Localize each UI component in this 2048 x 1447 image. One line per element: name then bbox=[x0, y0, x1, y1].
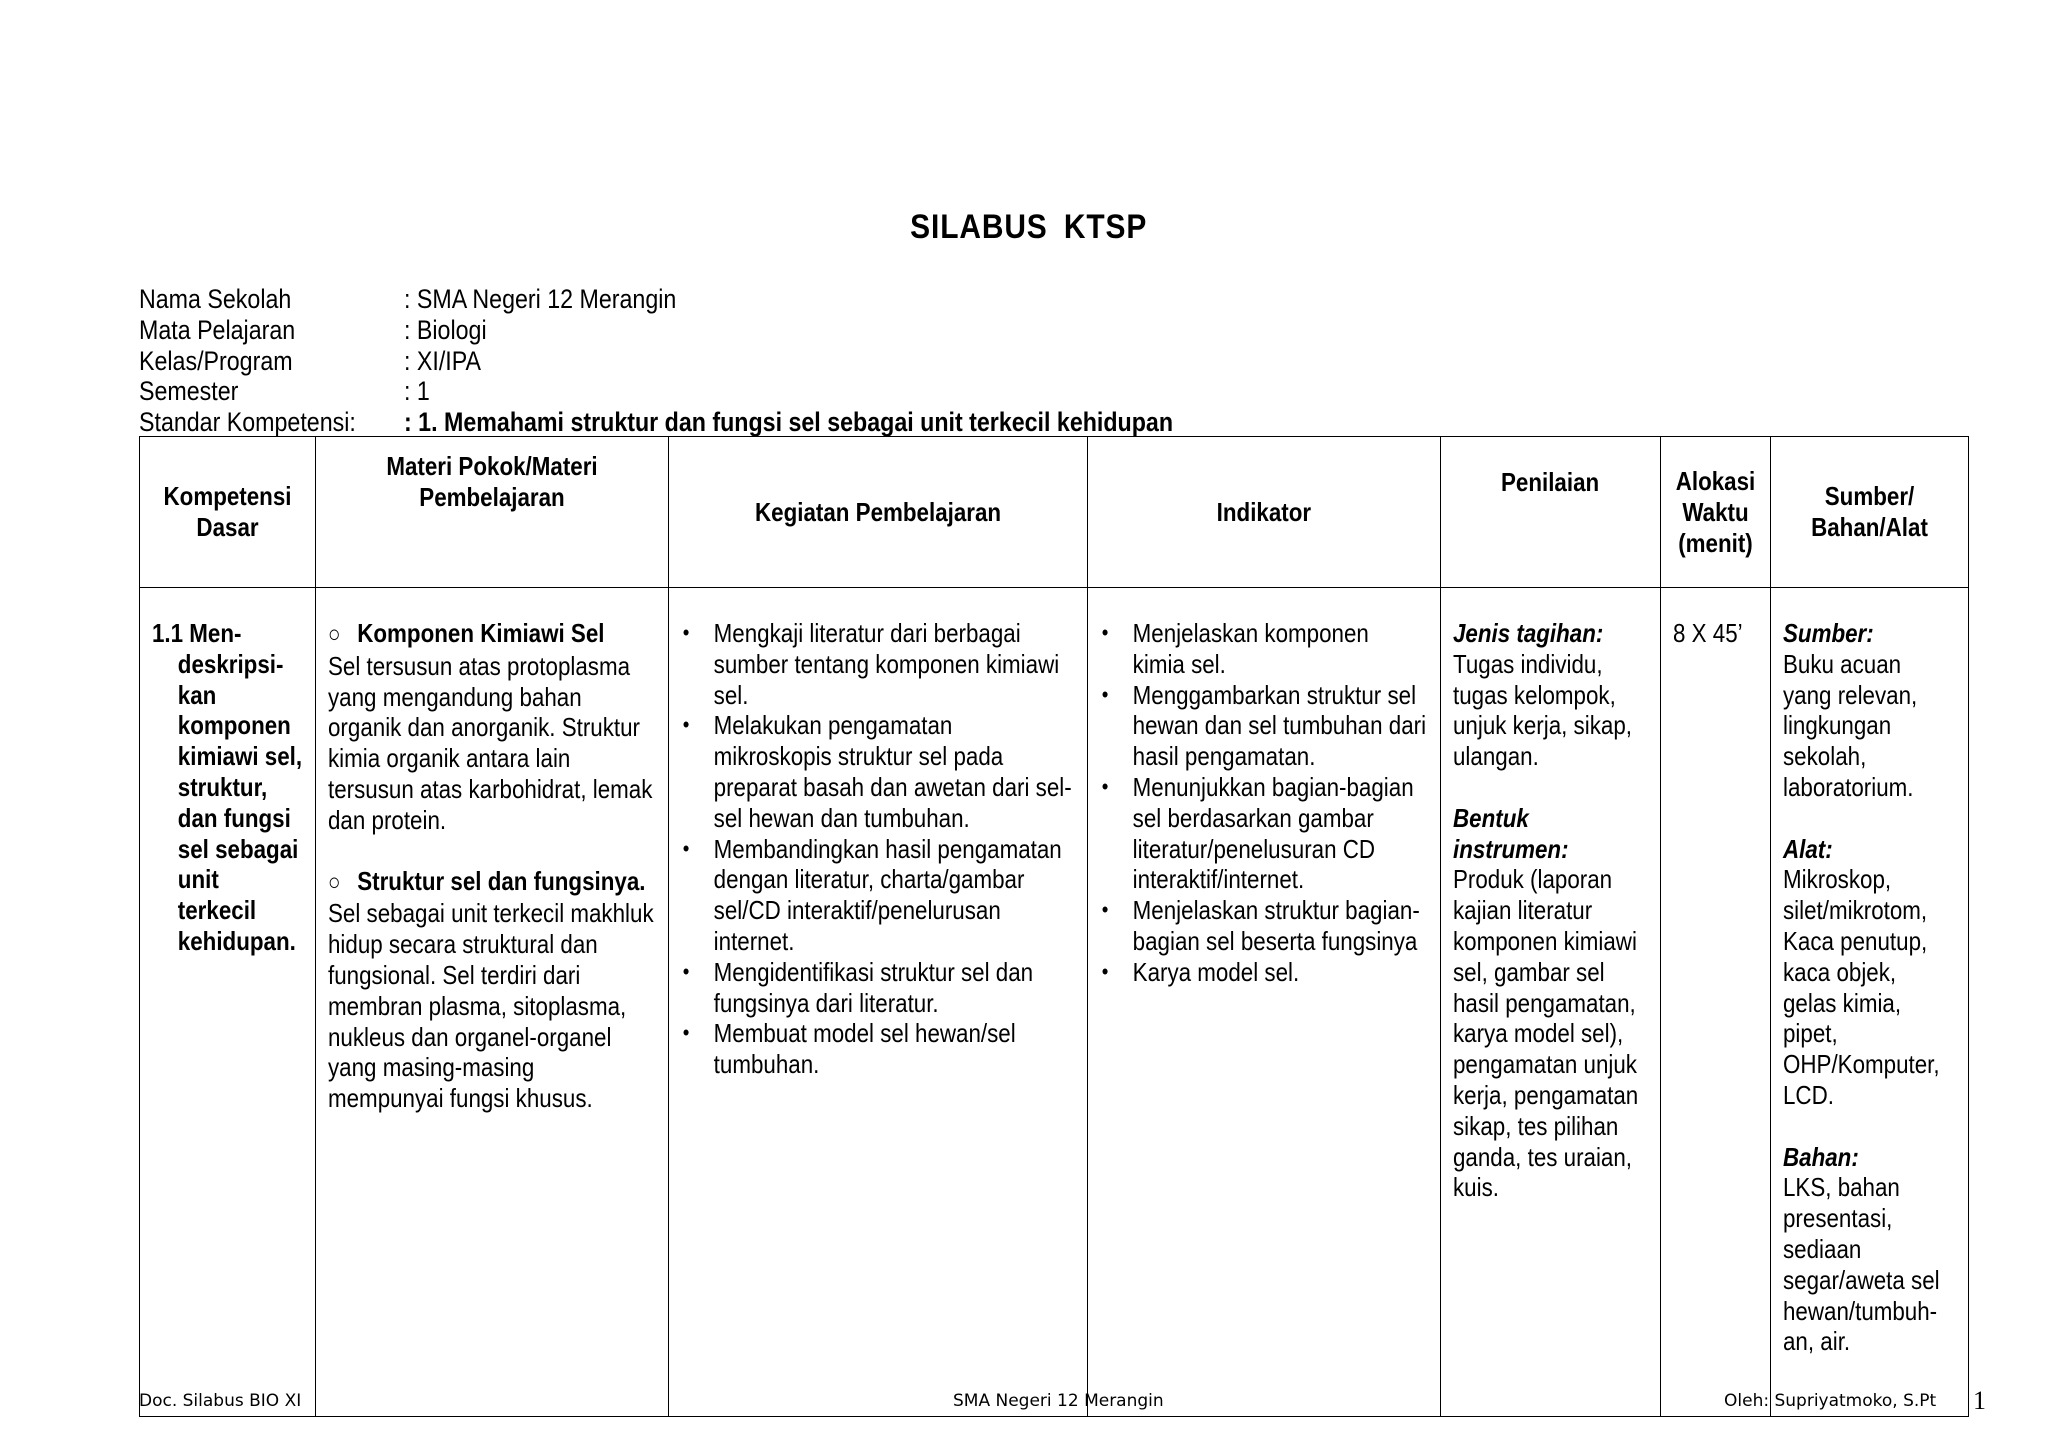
alokasi-value: 8 X 45’ bbox=[1673, 618, 1743, 648]
jenis-tagihan-label: Jenis tagihan: bbox=[1453, 618, 1604, 648]
bullet-icon: • bbox=[1101, 958, 1109, 984]
bullet-icon: • bbox=[682, 620, 690, 645]
document-title: SILABUS KTSP bbox=[910, 208, 1148, 246]
header-materi: Materi Pokok/Materi Pembelajaran bbox=[316, 437, 669, 588]
materi-topic-body: Sel tersusun atas protoplasma yang mengandung bahan organik dan anorganik. Struktur kimia organik antara lain tersusun atas karbohidrat, lemak dan protein. bbox=[328, 650, 653, 835]
list-item: • Karya model sel. bbox=[1101, 956, 1300, 987]
materi-topic-body: Sel sebagai unit terkecil makhluk hidup secara struktural dan fungsional. Sel terdiri dari membran plasma, sitoplasma, nukleus dan organel-organel yang masing-masing mempunyai fungsi khusus. bbox=[328, 898, 654, 1114]
kd-number: 1.1 Men- bbox=[152, 618, 242, 648]
cell-sumber bbox=[1771, 588, 1969, 1417]
page-number: 1 bbox=[1973, 1386, 1986, 1415]
footer-author: Oleh: Supriyatmoko, S.Pt bbox=[1724, 1391, 1937, 1411]
cell-alokasi bbox=[1661, 588, 1771, 1417]
cell-materi bbox=[316, 588, 669, 1417]
meta-label: Semester bbox=[139, 376, 239, 407]
alat-text: Mikroskop, silet/mikrotom, Kaca penutup, kaca objek, gelas kimia, pipet, OHP/Komputer, LCD. bbox=[1783, 864, 1940, 1110]
table-row bbox=[140, 588, 1969, 1417]
list-item: • Menjelaskan struktur bagian-bagian sel beserta fungsinya bbox=[1101, 895, 1420, 956]
meta-value: : Biologi bbox=[404, 314, 487, 345]
list-item: • Mengkaji literatur dari berbagai sumber tentang komponen kimiawi sel. bbox=[682, 618, 1060, 710]
bullet-icon: • bbox=[1101, 620, 1109, 645]
bentuk-instrumen-text: Produk (laporan kajian literatur komponen kimiawi sel, gambar sel hasil pengamatan, karya model sel), pengamatan unjuk kerja, pengamatan sikap, tes pilihan ganda, tes uraian, kuis. bbox=[1453, 864, 1639, 1203]
bullet-icon: • bbox=[682, 1020, 690, 1046]
header-sumber: Sumber/ Bahan/Alat bbox=[1771, 437, 1969, 588]
bullet-icon: • bbox=[1101, 681, 1109, 707]
footer-school: SMA Negeri 12 Merangin bbox=[953, 1391, 1164, 1411]
list-item: • Membuat model sel hewan/sel tumbuhan. bbox=[682, 1018, 1016, 1080]
circle-bullet-icon: ○ bbox=[328, 868, 341, 896]
kd-text: deskripsi- kan komponen kimiawi sel, struktur, dan fungsi sel sebagai unit terkecil kehidupan. bbox=[177, 648, 303, 956]
list-item: • Membandingkan hasil pengamatan dengan literatur, charta/gambar sel/CD interaktif/penelurusan internet. bbox=[682, 833, 1062, 956]
bullet-icon: • bbox=[1101, 773, 1109, 799]
header-kegiatan: Kegiatan Pembelajaran bbox=[669, 437, 1088, 588]
header-indikator: Indikator bbox=[1088, 437, 1441, 588]
list-item: • Melakukan pengamatan mikroskopis struktur sel pada preparat basah dan awetan dari sel-sel hewan dan tumbuhan. bbox=[682, 710, 1072, 833]
bahan-label: Bahan: bbox=[1783, 1141, 1859, 1172]
footer-doc-label: Doc. Silabus BIO XI bbox=[139, 1391, 302, 1411]
header-alokasi: Alokasi Waktu (menit) bbox=[1661, 437, 1771, 588]
meta-value: : 1. Memahami struktur dan fungsi sel sebagai unit terkecil kehidupan bbox=[404, 407, 1174, 438]
materi-topic-heading: ○ Struktur sel dan fungsinya. bbox=[328, 866, 655, 899]
jenis-tagihan-text: Tugas individu, tugas kelompok, unjuk kerja, sikap, ulangan. bbox=[1453, 648, 1632, 772]
sumber-label: Sumber: bbox=[1783, 618, 1874, 648]
materi-topic-heading: ○ Komponen Kimiawi Sel bbox=[328, 618, 655, 651]
bullet-icon: • bbox=[682, 835, 690, 861]
list-item: • Menjelaskan komponen kimia sel. bbox=[1101, 618, 1369, 679]
cell-indikator bbox=[1088, 588, 1441, 1417]
alat-label: Alat: bbox=[1783, 833, 1833, 864]
bullet-icon: • bbox=[682, 958, 690, 984]
list-item: • Mengidentifikasi struktur sel dan fungsinya dari literatur. bbox=[682, 956, 1034, 1018]
meta-value: : SMA Negeri 12 Merangin bbox=[404, 284, 677, 314]
meta-label: Nama Sekolah bbox=[139, 284, 292, 314]
list-item: • Menunjukkan bagian-bagian sel berdasarkan gambar literatur/penelusuran CD interaktif/internet. bbox=[1101, 771, 1414, 895]
sumber-text: Buku acuan yang relevan, lingkungan sekolah, laboratorium. bbox=[1783, 648, 1918, 802]
cell-kegiatan bbox=[669, 588, 1088, 1417]
kegiatan-list bbox=[681, 618, 1074, 1080]
bentuk-instrumen-label: Bentuk instrumen: bbox=[1453, 802, 1569, 864]
meta-label: Kelas/Program bbox=[139, 345, 293, 376]
bullet-icon: • bbox=[1101, 897, 1109, 923]
list-item: • Menggambarkan struktur sel hewan dan sel tumbuhan dari hasil pengamatan. bbox=[1101, 679, 1427, 772]
bahan-text: LKS, bahan presentasi, sediaan segar/aweta sel hewan/tumbuh- an, air. bbox=[1783, 1172, 1940, 1357]
meta-label: Mata Pelajaran bbox=[139, 314, 296, 345]
header-kompetensi-dasar: Kompetensi Dasar bbox=[140, 437, 316, 588]
cell-kompetensi-dasar bbox=[140, 588, 316, 1417]
header-penilaian: Penilaian bbox=[1441, 437, 1661, 588]
cell-penilaian bbox=[1441, 588, 1661, 1417]
table-header-row bbox=[140, 437, 1969, 588]
bullet-icon: • bbox=[682, 712, 690, 738]
circle-bullet-icon: ○ bbox=[328, 621, 341, 648]
syllabus-table bbox=[139, 436, 1969, 1417]
meta-value: : XI/IPA bbox=[404, 345, 481, 376]
meta-label: Standar Kompetensi: bbox=[139, 407, 356, 438]
meta-value: : 1 bbox=[404, 376, 430, 407]
indikator-list bbox=[1100, 618, 1427, 988]
